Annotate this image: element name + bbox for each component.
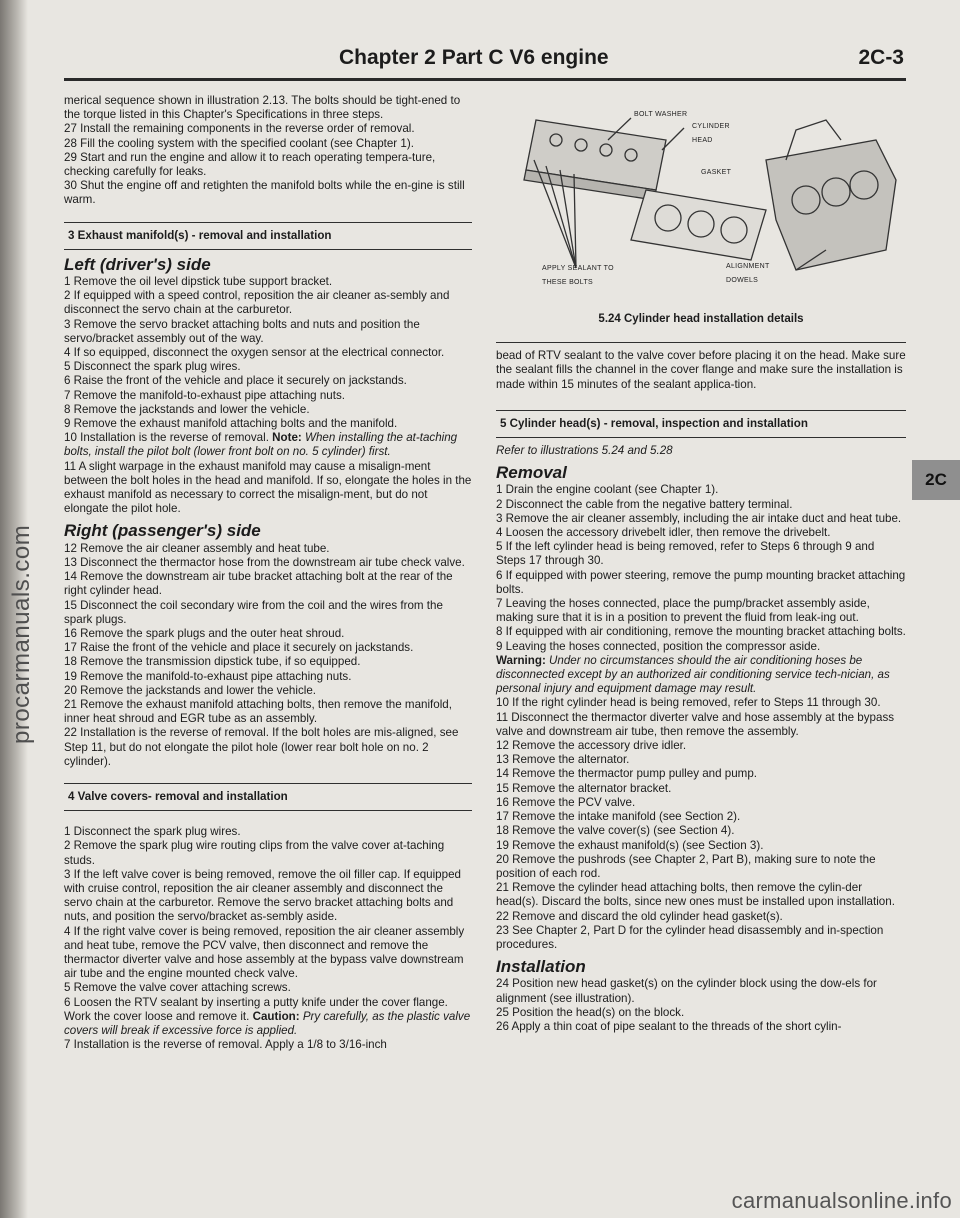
footer-watermark: carmanualsonline.info	[731, 1188, 952, 1213]
section-5-heading: 5 Cylinder head(s) - removal, inspection and installation	[500, 416, 808, 430]
step: 16 Remove the PCV valve.	[496, 795, 636, 809]
step: 20 Remove the pushrods (see Chapter 2, Part B), making sure to note the position of each rod.	[496, 852, 876, 880]
step: 5 Disconnect the spark plug wires.	[64, 360, 241, 374]
step: 15 Disconnect the coil secondary wire from the coil and the wires from the spark plugs.	[64, 598, 443, 626]
step: 17 Remove the intake manifold (see Section 2).	[496, 810, 741, 824]
right-side-heading: Right (passenger's) side	[64, 521, 261, 541]
step: 1 Remove the oil level dipstick tube support bracket.	[64, 275, 333, 289]
section-3-heading: 3 Exhaust manifold(s) - removal and installation	[68, 228, 332, 242]
step: 21 Remove the exhaust manifold attaching bolts, then remove the manifold, inner heat shroud and EGR tube as an assembly.	[64, 697, 452, 726]
paragraph: 27 Install the remaining components in the reverse order of removal.	[64, 122, 415, 136]
step: 18 Remove the transmission dipstick tube, if so equipped.	[64, 655, 361, 669]
label-alignment-dowels: ALIGNMENT DOWELS	[726, 263, 770, 285]
step: 15 Remove the alternator bracket.	[496, 781, 672, 795]
label-cylinder-head: CYLINDER HEAD	[692, 123, 730, 145]
step: 9 Remove the exhaust manifold attaching bolts and the manifold.	[64, 417, 398, 431]
page-header	[64, 44, 906, 81]
step: 24 Position new head gasket(s) on the cylinder block using the dow-els for alignment (see illustration).	[496, 977, 877, 1005]
installation-heading: Installation	[496, 957, 586, 977]
step: 8 Remove the jackstands and lower the vehicle.	[64, 402, 310, 416]
step: 2 Disconnect the cable from the negative battery terminal.	[496, 497, 793, 511]
step: 14 Remove the thermactor pump pulley and pump.	[496, 767, 758, 781]
section-rule	[496, 437, 906, 438]
step: 13 Remove the alternator.	[496, 753, 630, 767]
step: 7 Installation is the reverse of removal. Apply a 1/8 to 3/16-inch	[64, 1038, 387, 1052]
section-4-heading: 4 Valve covers- removal and installation	[68, 789, 288, 803]
step: 2 If equipped with a speed control, reposition the air cleaner as-sembly and disconnect the servo chain at the carburetor.	[64, 289, 450, 317]
side-watermark: procarmanuals.com	[8, 524, 35, 744]
section-rule	[496, 342, 906, 343]
chapter-title: Chapter 2 Part C V6 engine	[339, 46, 609, 69]
step: 11 Disconnect the thermactor diverter valve and hose assembly at the bypass valve and downstream air tube, then remove the assembly.	[496, 710, 895, 738]
step: 21 Remove the cylinder head attaching bolts, then remove the cylin-der head(s). Discard the bolts, since new ones must be installed upon installation.	[496, 881, 895, 909]
step: 19 Remove the exhaust manifold(s) (see Section 3).	[496, 838, 764, 852]
step: 6 Raise the front of the vehicle and place it securely on jackstands.	[64, 374, 407, 388]
figure-caption: 5.24 Cylinder head installation details	[598, 313, 804, 325]
step: 12 Remove the air cleaner assembly and heat tube.	[64, 541, 330, 555]
step: 22 Installation is the reverse of removal. If the bolt holes are mis-aligned, see Step 11, but do not elongate the pilot hole (lower rear bolt hole on no. 2 cylinder).	[64, 726, 459, 768]
label-bolt-washer: BOLT WASHER	[634, 111, 688, 118]
section-rule	[64, 783, 472, 784]
step: 16 Remove the spark plugs and the outer heat shroud.	[64, 626, 345, 640]
step: 22 Remove and discard the old cylinder head gasket(s).	[496, 909, 783, 923]
left-side-heading: Left (driver's) side	[64, 254, 211, 274]
warning: Warning: Under no circumstances should the air conditioning hoses be disconnected except by an authorized air conditioning service tech-nician, as personal injury and equipment damage may result.	[496, 653, 890, 696]
chapter-side-tab: 2C	[912, 460, 960, 500]
right-column	[496, 100, 906, 1034]
step: 19 Remove the manifold-to-exhaust pipe attaching nuts.	[64, 669, 352, 683]
step: 13 Disconnect the thermactor hose from the downstream air tube check valve.	[64, 555, 465, 569]
step: 4 Loosen the accessory drivebelt idler, then remove the drivebelt.	[496, 526, 831, 540]
step: 2 Remove the spark plug wire routing clips from the valve cover at-taching studs.	[64, 839, 445, 867]
step: 7 Remove the manifold-to-exhaust pipe attaching nuts.	[64, 388, 345, 402]
step: 12 Remove the accessory drive idler.	[496, 739, 687, 753]
step: 26 Apply a thin coat of pipe sealant to the threads of the short cylin-	[496, 1019, 842, 1033]
paragraph: 30 Shut the engine off and retighten the manifold bolts while the en-gine is still warm.	[64, 179, 465, 207]
step: 6 If equipped with power steering, remove the pump mounting bracket attaching bolts.	[496, 568, 906, 596]
section-rule	[64, 249, 472, 250]
step: 10 If the right cylinder head is being removed, refer to Steps 11 through 30.	[496, 696, 881, 710]
page-number: 2C-3	[858, 46, 904, 69]
section-rule	[496, 410, 906, 411]
left-column	[64, 94, 472, 1052]
step: 3 Remove the servo bracket attaching bolts and nuts and position the servo/bracket assembly out of the way.	[64, 317, 420, 345]
step-10: 10 Installation is the reverse of removal. Note: When installing the at-taching bolts, install the pilot bolt (lower front bolt on no. 5 cylinder) first.	[64, 431, 458, 459]
paragraph: 28 Fill the cooling system with the specified coolant (see Chapter 1).	[64, 136, 414, 150]
step: 8 If equipped with air conditioning, remove the mounting bracket attaching bolts.	[496, 625, 906, 639]
step: 25 Position the head(s) on the block.	[496, 1005, 685, 1019]
step: 4 If so equipped, disconnect the oxygen sensor at the electrical connector.	[64, 346, 445, 360]
step: 9 Leaving the hoses connected, position the compressor aside.	[496, 639, 821, 653]
removal-heading: Removal	[496, 463, 567, 483]
step: 5 If the left cylinder head is being removed, refer to Steps 6 through 9 and Steps 17 through 30.	[496, 540, 875, 568]
step: 23 See Chapter 2, Part D for the cylinder head disassembly and in-spection procedures.	[496, 923, 884, 951]
step: 20 Remove the jackstands and lower the vehicle.	[64, 683, 316, 697]
step: 7 Leaving the hoses connected, place the pump/bracket assembly aside, making sure that it is in a position to prevent the fluid from leak-ing out.	[496, 597, 870, 625]
step: 17 Raise the front of the vehicle and place it securely on jackstands.	[64, 641, 414, 655]
step: 11 A slight warpage in the exhaust manifold may cause a misalign-ment between the bolt holes in the head and manifold. If so, elongate the holes in the exhaust manifold as necessary to correct the misalign-ment, but do not elongate the pilot hole.	[64, 459, 472, 516]
step: 4 If the right valve cover is being removed, reposition the air cleaner assembly and heat tube, remove the PCV valve, then disconnect and remove the thermactor diverter valve and hose assembly at the bypass valve downstream air tube and the engine mounted check valve.	[64, 924, 465, 981]
step: 1 Drain the engine coolant (see Chapter 1).	[496, 483, 719, 497]
paragraph: merical sequence shown in illustration 2.13. The bolts should be tight-ened to the torque listed in this Chapter's Specifications in three steps.	[64, 94, 461, 122]
refer-note: Refer to illustrations 5.24 and 5.28	[496, 444, 673, 458]
label-gasket: GASKET	[701, 169, 732, 176]
step-6: 6 Loosen the RTV sealant by inserting a putty knife under the cover flange. Work the cover loose and remove it. Caution: Pry carefully, as the plastic valve covers will break if excessive force is applied.	[64, 995, 471, 1037]
step: 3 If the left valve cover is being removed, remove the oil filler cap. If equipped with cruise control, reposition the air cleaner assembly and disconnect the servo chain at the carburetor. Remove the servo bracket attaching bolts and nuts, and position the servo/bracket as-sembly aside.	[64, 867, 461, 924]
cylinder-head-figure	[496, 100, 906, 312]
section-rule	[64, 222, 472, 223]
step: 18 Remove the valve cover(s) (see Section 4).	[496, 824, 735, 838]
section-rule	[64, 810, 472, 811]
step: 1 Disconnect the spark plug wires.	[64, 825, 241, 839]
step: 3 Remove the air cleaner assembly, including the air intake duct and heat tube.	[496, 511, 902, 525]
label-apply-sealant: APPLY SEALANT TO THESE BOLTS	[542, 265, 614, 287]
paragraph: bead of RTV sealant to the valve cover before placing it on the head. Make sure the sealant fills the channel in the cover flange and make sure the installation is made within 15 minutes of the sealant applica-tion.	[496, 349, 906, 391]
step: 14 Remove the downstream air tube bracket attaching bolt at the rear of the right cylinder head.	[64, 570, 453, 598]
step: 5 Remove the valve cover attaching screws.	[64, 981, 291, 995]
paragraph: 29 Start and run the engine and allow it to reach operating tempera-ture, checking carefully for leaks.	[64, 150, 436, 179]
